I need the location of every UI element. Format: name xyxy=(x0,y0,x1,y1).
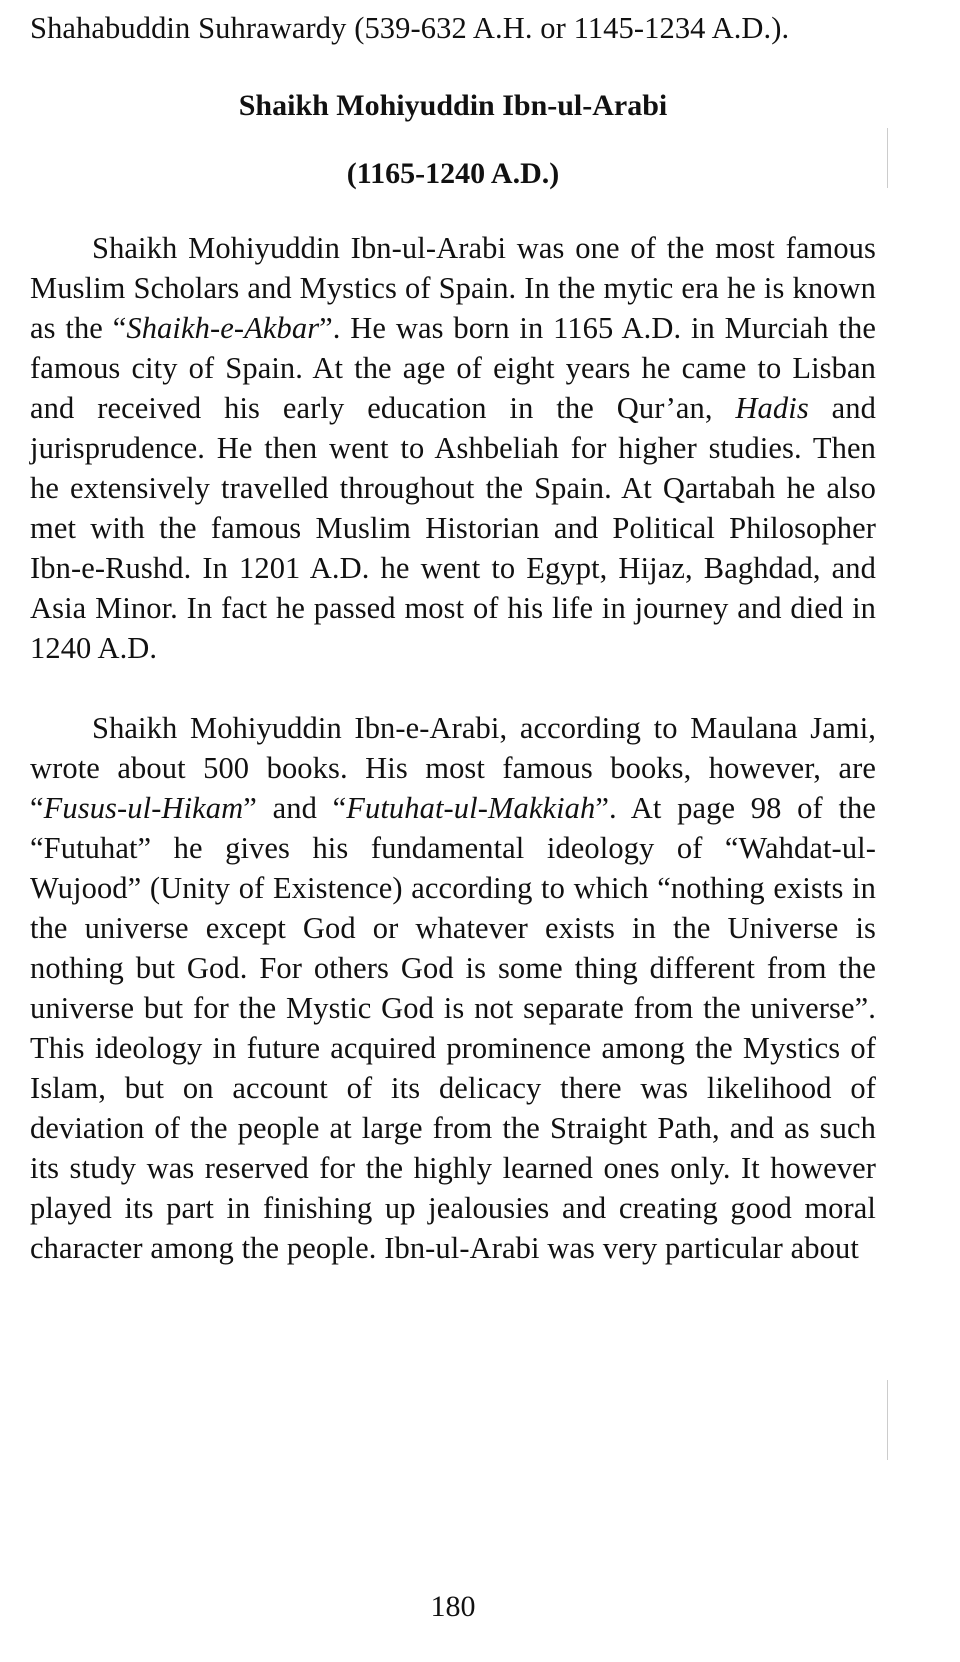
carry-over-text: Shahabuddin Suhrawardy (539-632 A.H. or 1145-1234 A.D.). xyxy=(30,11,790,45)
italic-term: Futuhat-ul-Makkiah xyxy=(346,791,596,825)
section-heading-name: Shaikh Mohiyuddin Ibn-ul-Arabi xyxy=(238,89,668,122)
section-heading-dates: (1165-1240 A.D.) xyxy=(346,157,560,190)
paragraph-works: Shaikh Mohiyuddin Ibn-e-Arabi, according to Maulana Jami, wrote about 500 books. His most famous books, however, are “Fusus-ul-Hikam” and “Futuhat-ul-Makkiah”. At page 98 of the “Futuhat” he gives his fundamental ideology of “Wahdat-ul-Wujood” (Unity of Existence) according to which “nothing exists in the universe except God or whatever exists in the Universe is nothing but God. For others God is some thing different from the universe but for the Mystic God is not separate from the universe”. This ideology in future acquired prominence among the Mystics of Islam, but on account of its delicacy there was likelihood of deviation of the people at large from the Straight Path, and as such its study was reserved for the highly learned ones only. It however played its part in finishing up jealousies and creating good moral character among the people. Ibn-ul-Arabi was very particular about xyxy=(30,711,876,1265)
paragraph-biography: Shaikh Mohiyuddin Ibn-ul-Arabi was one of the most famous Muslim Scholars and Mystics of Spain. In the mytic era he is known as the “Shaikh-e-Akbar”. He was born in 1165 A.D. in Murciah the famous city of Spain. At the age of eight years he came to Lisban and received his early education in the Qur’an, Hadis and jurisprudence. He then went to Ashbeliah for higher studies. Then he extensively travelled throughout the Spain. At Qartabah he also met with the famous Muslim Historian and Political Philosopher Ibn-e-Rushd. In 1201 A.D. he went to Egypt, Hijaz, Baghdad, and Asia Minor. In fact he passed most of his life in journey and died in 1240 A.D. xyxy=(30,231,876,665)
scan-edge-mark xyxy=(887,128,888,188)
scan-edge-mark-lower xyxy=(887,1380,888,1460)
document-page xyxy=(30,8,876,1268)
italic-term: Hadis xyxy=(735,391,809,425)
italic-term: Shaikh-e-Akbar xyxy=(126,311,320,345)
page-number: 180 xyxy=(430,1590,476,1623)
italic-term: Fusus-ul-Hikam xyxy=(43,791,244,825)
